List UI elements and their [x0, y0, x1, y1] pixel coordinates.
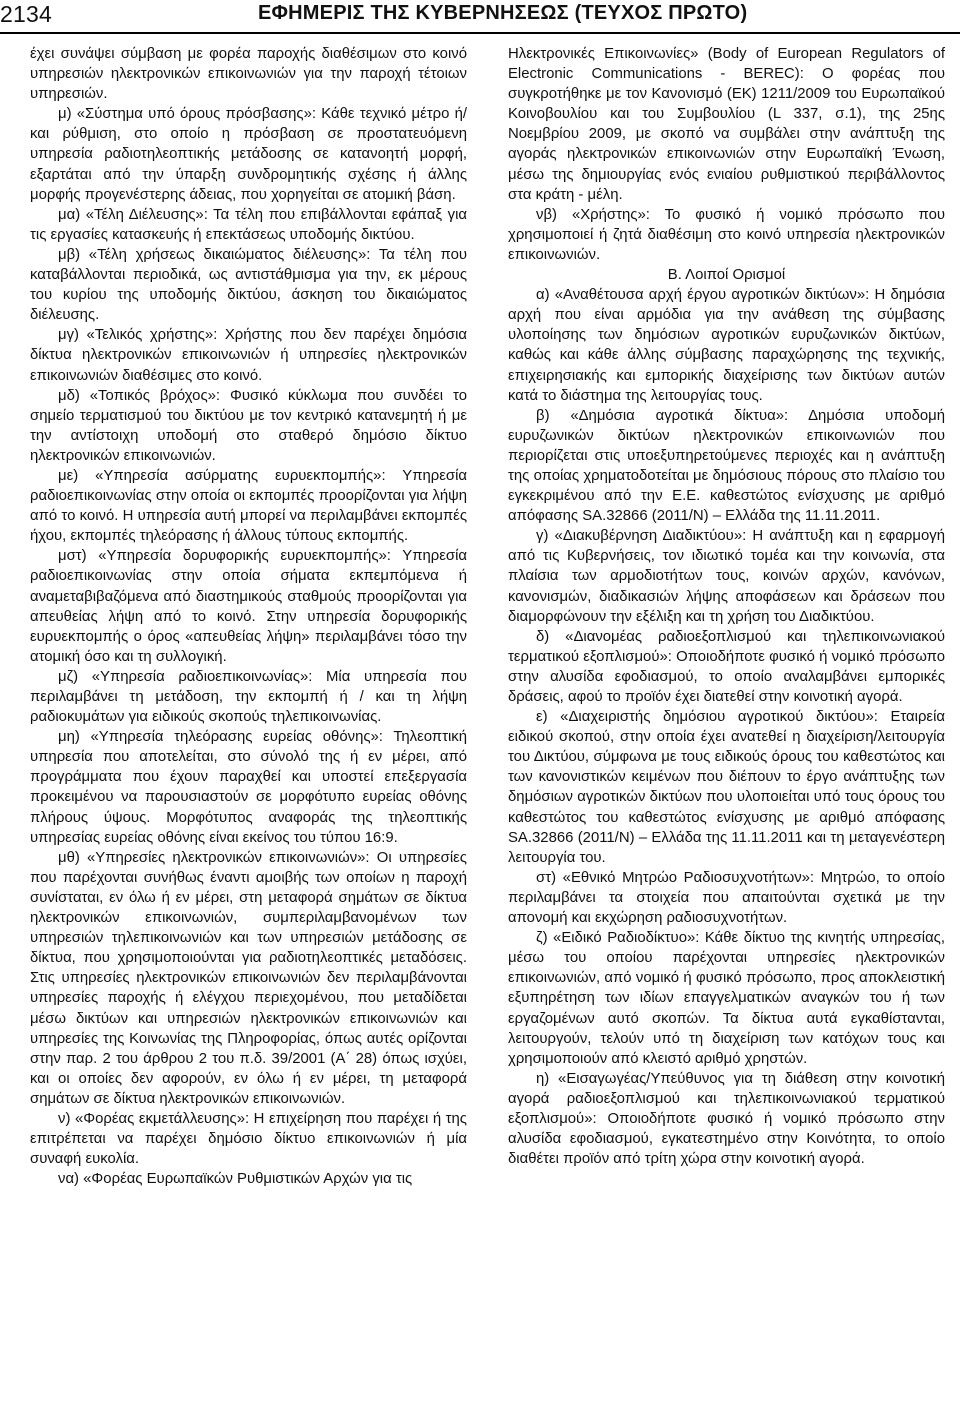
- paragraph: με) «Υπηρεσία ασύρματης ευρυεκπομπής»: Υπηρεσία ραδιοεπικοινωνίας στην οποία οι εκπομπές προορίζονται για λήψη από το κοινό. Η υπηρεσία αυτή μπορεί να περιλαμβάνει εκπομπές ήχου, εκπομπές τηλεόρασης ή άλλους τύπους εκπομπής.: [30, 467, 467, 545]
- paragraph: μ) «Σύστημα υπό όρους πρόσβασης»: Κάθε τεχνικό μέτρο ή/και ρύθμιση, στο οποίο η πρόσβαση σε προστατευόμενη υπηρεσία ραδιοτηλεοπτικής μετάδοσης σε κατανοητή μορφή, εξαρτάται από την ύπαρξη συνδρομητικής σχέσης ή άλλης μορφής προγενέστερης άδειας, που χορηγείται σε ατομική βάση.: [30, 106, 467, 203]
- paragraph: α) «Αναθέτουσα αρχή έργου αγροτικών δικτύων»: Η δημόσια αρχή που είναι αρμόδια για την ανάθεση της σύμβασης υλοποίησης των δημόσιων αγροτικών ευρυζωνικών δικτύων, καθώς και κάθε άλλης σύμβασης παραχώρησης της τεχνικής, επιχειρησιακής και εμπορικής διαχείρισης των δικτύων αυτών κατά το διάστημα της λειτουργίας τους.: [508, 287, 945, 404]
- paragraph: γ) «Διακυβέρνηση Διαδικτύου»: Η ανάπτυξη και η εφαρμογή από τις Κυβερνήσεις, τον ιδιωτικό τομέα και την κοινωνία, στα πλαίσια των αρμοδιοτήτων τους, κοινών αρχών, κανόνων, κανονισμών, διαδικασιών λήψης αποφάσεων και δράσεων που διαμορφώνουν την εξέλιξη και τη χρήση του Διαδικτύου.: [508, 528, 945, 625]
- page-number: 2134: [0, 1, 52, 27]
- paragraph: μδ) «Τοπικός βρόχος»: Φυσικό κύκλωμα που συνδέει το σημείο τερματισμού του δικτύου με τον κεντρικό κατανεμητή ή με την αντίστοιχη υποδομή στο σταθερό δημόσιο δίκτυο ηλεκτρονικών επικοινωνιών.: [30, 387, 467, 464]
- paragraph: ζ) «Ειδικό Ραδιοδίκτυο»: Κάθε δίκτυο της κινητής υπηρεσίας, μέσω του οποίου παρέχονται υπηρεσίες ηλεκτρονικών επικοινωνιών, από νομικό ή φυσικό πρόσωπο, προς αποκλειστική εξυπηρέτηση των ιδίων επαγγελματικών αναγκών του ή των εργαζομένων αυτό σκοπών. Τα δίκτυα αυτά εγκαθίστανται, λειτουργούν, τελούν υπό τη διαχείριση των κατόχων τους και χρησιμοποιούν από κλειστό αριθμό χρηστών.: [508, 930, 945, 1067]
- paragraph: Ηλεκτρονικές Επικοινωνίες» (Body of European Regulators of Electronic Communications - BEREC): Ο φορέας που συγκροτήθηκε με τον Κανονισμό (ΕΚ) 1211/2009 του Ευρωπαϊκού Κοινοβουλίου και του Συμβουλίου (L 337, σ.1), της 25ης Νοεμβρίου 2009, με σκοπό να συμβάλει στην ανάπτυξη της αγοράς ηλεκτρονικών επικοινωνιών στην Ευρωπαϊκή Ένωση, μέσω της δημιουργίας ενός ενιαίου ρυθμιστικού περιβάλλοντος στα κράτη - μέλη.: [508, 46, 945, 203]
- paragraph: στ) «Εθνικό Μητρώο Ραδιοσυχνοτήτων»: Μητρώο, το οποίο περιλαμβάνει τα στοιχεία που απαιτούνται σχετικά με την απονομή και εκχώρηση ραδιοσυχνοτήτων.: [508, 869, 945, 927]
- paragraph: μα) «Τέλη Διέλευσης»: Τα τέλη που επιβάλλονται εφάπαξ για τις εργασίες κατασκευής ή επεκτάσεως υποδομής δικτύου.: [30, 206, 467, 243]
- section-heading: Β. Λοιποί Ορισμοί: [667, 267, 786, 284]
- paragraph: β) «Δημόσια αγροτικά δίκτυα»: Δημόσια υποδομή ευρυζωνικών δικτύων ηλεκτρονικών επικοινωνιών που περιορίζεται στις υποεξυπηρετούμενες περιοχές και η ανάπτυξη της οποίας χρηματοδοτείται με δημόσιους πόρους στο πλαίσιο του εγκεκριμένου από την Ε.Ε. καθεστώτος ενίσχυσης με αριθμό απόφασης SA.32866 (2011/N) – Ελλάδα της 11.11.2011.: [508, 407, 945, 525]
- paragraph: μζ) «Υπηρεσία ραδιοεπικοινωνίας»: Μία υπηρεσία που περιλαμβάνει τη μετάδοση, την εκπομπή ή / και τη λήψη ραδιοκυμάτων για ειδικούς σκοπούς τηλεπικοινωνίας.: [30, 668, 467, 726]
- paragraph: η) «Εισαγωγέας/Υπεύθυνος για τη διάθεση στην κοινοτική αγορά ραδιοεξοπλισμού και τηλεπικοινωνιακού τερματικού εξοπλισμού»: Οποιοδήποτε φυσικό ή νομικό πρόσωπο στην αλυσίδα εφοδιασμού, εγκατεστημένο στην Κοινότητα, το οποίο διαθέτει προϊόν από τρίτη χώρα στην κοινοτική αγορά.: [508, 1070, 945, 1168]
- paragraph: νβ) «Χρήστης»: Το φυσικό ή νομικό πρόσωπο που χρησιμοποιεί ή ζητά διαθέσιμη στο κοινό υπηρεσία ηλεκτρονικών επικοινωνιών.: [508, 206, 945, 263]
- right-column: [508, 44, 945, 1169]
- paragraph: μθ) «Υπηρεσίες ηλεκτρονικών επικοινωνιών»: Οι υπηρεσίες που παρέχονται συνήθως έναντι αμοιβής των οποίων η παροχή συνίσταται, εν όλω ή εν μέρει, στη μεταφορά σημάτων σε δίκτυα ηλεκτρονικών επικοινωνιών, συμπεριλαμβανομένων των υπηρεσιών τηλεπικοινωνιών και των υπηρεσιών μετάδοσης σε δίκτυα, που χρησιμοποιούνται για ραδιοτηλεοπτικές μεταδόσεις. Στις υπηρεσίες ηλεκτρονικών επικοινωνιών δεν περιλαμβάνονται υπηρεσίες παροχής ή ελέγχου περιεχομένου, που μεταδίδεται μέσω δικτύων και υπηρεσιών ηλεκτρονικών επικοινωνιών και υπηρεσίες της Κοινωνίας της Πληροφορίας, όπως αυτές ορίζονται στην παρ. 2 του άρθρου 2 του π.δ. 39/2001 (Α΄ 28) όπως ισχύει, και οι οποίες δεν αφορούν, εν όλω ή εν μέρει, τη μεταφορά σημάτων σε δίκτυα ηλεκτρονικών επικοινωνιών.: [30, 849, 467, 1107]
- paragraph: έχει συνάψει σύμβαση με φορέα παροχής διαθέσιμων στο κοινό υπηρεσιών ηλεκτρονικών επικοινωνιών για την παροχή τέτοιων υπηρεσιών.: [30, 46, 467, 103]
- paragraph: μστ) «Υπηρεσία δορυφορικής ευρυεκπομπής»: Υπηρεσία ραδιοεπικοινωνίας στην οποία σήματα εκπεμπόμενα ή αναμεταβιβαζόμενα από διαστημικούς σταθμούς προορίζονται για απευθείας λήψη από το κοινό. Στην υπηρεσία δορυφορικής ευρυεκπομπής ο όρος «απευθείας λήψη» περιλαμβάνει τόσο την ατομική όσο και τη συλλογική.: [30, 548, 467, 665]
- paragraph: μβ) «Τέλη χρήσεως δικαιώματος διέλευσης»: Τα τέλη που καταβάλλονται περιοδικά, ως αντιστάθμισμα για την, εκ μέρους του κυρίου της υποδομής δικτύου, άσκηση του δικαιώματος διέλευσης.: [30, 246, 467, 324]
- left-column: [30, 44, 467, 1189]
- paragraph: να) «Φορέας Ευρωπαϊκών Ρυθμιστικών Αρχών για τις: [58, 1171, 413, 1188]
- journal-title: ΕΦΗΜΕΡΙΣ ΤΗΣ ΚΥΒΕΡΝΗΣΕΩΣ (ΤΕΥΧΟΣ ΠΡΩΤΟ): [258, 2, 748, 24]
- paragraph: μγ) «Τελικός χρήστης»: Χρήστης που δεν παρέχει δημόσια δίκτυα ηλεκτρονικών επικοινωνιών ή υπηρεσίες ηλεκτρονικών επικοινωνιών διαθέσιμες στο κοινό.: [30, 327, 467, 384]
- paragraph: ν) «Φορέας εκμετάλλευσης»: Η επιχείρηση που παρέχει ή της επιτρέπεται να παρέχει δημόσιο δίκτυο επικοινωνιών ή μία συναφή ευκολία.: [30, 1110, 467, 1168]
- paragraph: μη) «Υπηρεσία τηλεόρασης ευρείας οθόνης»: Τηλεοπτική υπηρεσία που αποτελείται, στο σύνολό της ή εν μέρει, από προγράμματα που έχουν παραχθεί και υποστεί επεξεργασία προκειμένου να παρουσιαστούν σε μορφότυπο ευρείας οθόνης πλήρους ύψους. Μορφότυπος αναφοράς της τηλεοπτικής υπηρεσίας ευρείας οθόνης είναι εκείνος του τύπου 16:9.: [30, 729, 467, 846]
- paragraph: δ) «Διανομέας ραδιοεξοπλισμού και τηλεπικοινωνιακού τερματικού εξοπλισμού»: Οποιοδήποτε φυσικό ή νομικό πρόσωπο στην αλυσίδα εφοδιασμού, το οποίο αναλαμβάνει εμπορικές δράσεις, αφού το προϊόν έχει διατεθεί στην κοινοτική αγορά.: [508, 628, 945, 705]
- page-header: [0, 0, 960, 34]
- paragraph: ε) «Διαχειριστής δημόσιου αγροτικού δικτύου»: Εταιρεία ειδικού σκοπού, στην οποία έχει ανατεθεί η διαχείριση/λειτουργία του Δικτύου, σύμφωνα με τους ειδικούς όρους του καθεστώτος και των κανονιστικών κειμένων που διέπουν το έργο ανάπτυξης των δημόσιων αγροτικών δικτύων που υλοποιείται υπό τους όρους του καθεστώτος του καθεστώτος ενίσχυσης με αριθμό απόφασης SA.32866 (2011/N) – Ελλάδα της 11.11.2011 και τη μεταγενέστερη λειτουργία του.: [508, 709, 945, 866]
